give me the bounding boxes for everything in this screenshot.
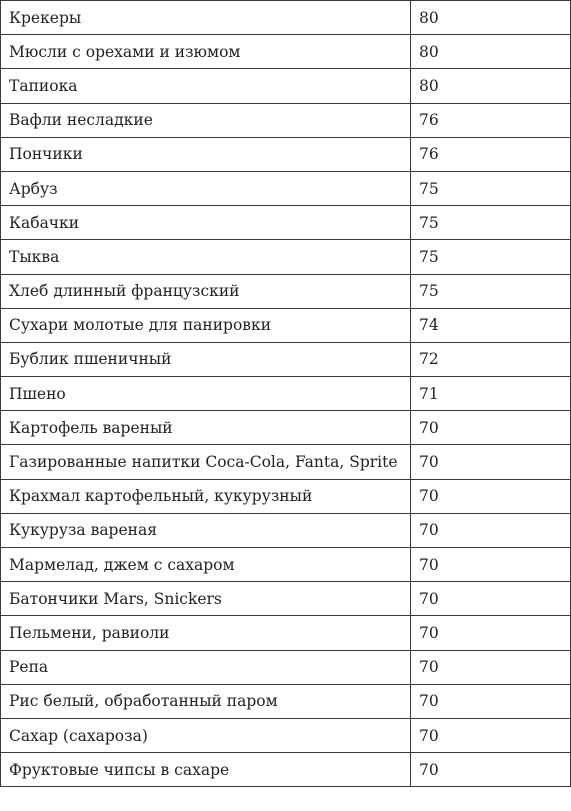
food-name-cell: Газированные напитки Coca-Cola, Fanta, Sprite <box>1 445 411 479</box>
table-row <box>1 753 571 787</box>
food-name-cell: Крахмал картофельный, кукурузный <box>1 479 411 513</box>
table-row <box>1 206 571 240</box>
table-row <box>1 479 571 513</box>
gi-value-cell: 70 <box>411 411 571 445</box>
table-row <box>1 1 571 35</box>
table-row <box>1 35 571 69</box>
table-row <box>1 616 571 650</box>
table-row <box>1 684 571 718</box>
food-name-cell: Пшено <box>1 377 411 411</box>
gi-value-cell: 71 <box>411 377 571 411</box>
table-row <box>1 137 571 171</box>
table-row <box>1 650 571 684</box>
gi-value-cell: 70 <box>411 548 571 582</box>
food-name-cell: Арбуз <box>1 171 411 205</box>
food-name-cell: Вафли несладкие <box>1 103 411 137</box>
food-name-cell: Репа <box>1 650 411 684</box>
gi-value-cell: 80 <box>411 69 571 103</box>
table-row <box>1 548 571 582</box>
food-name-cell: Мармелад, джем с сахаром <box>1 548 411 582</box>
food-name-cell: Пельмени, равиоли <box>1 616 411 650</box>
gi-value-cell: 70 <box>411 718 571 752</box>
food-name-cell: Тыква <box>1 240 411 274</box>
table-row <box>1 308 571 342</box>
table-row <box>1 103 571 137</box>
gi-value-cell: 70 <box>411 513 571 547</box>
food-name-cell: Кукуруза вареная <box>1 513 411 547</box>
table-row <box>1 171 571 205</box>
food-name-cell: Батончики Mars, Snickers <box>1 582 411 616</box>
gi-value-cell: 80 <box>411 1 571 35</box>
table-row <box>1 718 571 752</box>
gi-value-cell: 72 <box>411 342 571 376</box>
table-row <box>1 445 571 479</box>
table-row <box>1 342 571 376</box>
food-name-cell: Сахар (сахароза) <box>1 718 411 752</box>
gi-value-cell: 70 <box>411 616 571 650</box>
food-name-cell: Сухари молотые для панировки <box>1 308 411 342</box>
table-row <box>1 582 571 616</box>
table-row <box>1 411 571 445</box>
gi-value-cell: 74 <box>411 308 571 342</box>
gi-value-cell: 76 <box>411 103 571 137</box>
gi-value-cell: 80 <box>411 35 571 69</box>
food-name-cell: Мюсли с орехами и изюмом <box>1 35 411 69</box>
table-row <box>1 513 571 547</box>
gi-value-cell: 76 <box>411 137 571 171</box>
gi-value-cell: 70 <box>411 684 571 718</box>
table-row <box>1 377 571 411</box>
table-body <box>1 1 571 787</box>
food-name-cell: Хлеб длинный французский <box>1 274 411 308</box>
gi-value-cell: 70 <box>411 445 571 479</box>
table-row <box>1 274 571 308</box>
food-name-cell: Пончики <box>1 137 411 171</box>
gi-value-cell: 75 <box>411 240 571 274</box>
table-row <box>1 69 571 103</box>
gi-value-cell: 75 <box>411 206 571 240</box>
gi-value-cell: 70 <box>411 650 571 684</box>
food-name-cell: Крекеры <box>1 1 411 35</box>
gi-value-cell: 75 <box>411 171 571 205</box>
table-row <box>1 240 571 274</box>
food-name-cell: Кабачки <box>1 206 411 240</box>
food-name-cell: Фруктовые чипсы в сахаре <box>1 753 411 787</box>
food-name-cell: Картофель вареный <box>1 411 411 445</box>
food-name-cell: Рис белый, обработанный паром <box>1 684 411 718</box>
food-name-cell: Тапиока <box>1 69 411 103</box>
food-name-cell: Бублик пшеничный <box>1 342 411 376</box>
gi-value-cell: 75 <box>411 274 571 308</box>
gi-value-cell: 70 <box>411 753 571 787</box>
gi-value-cell: 70 <box>411 582 571 616</box>
gi-value-cell: 70 <box>411 479 571 513</box>
